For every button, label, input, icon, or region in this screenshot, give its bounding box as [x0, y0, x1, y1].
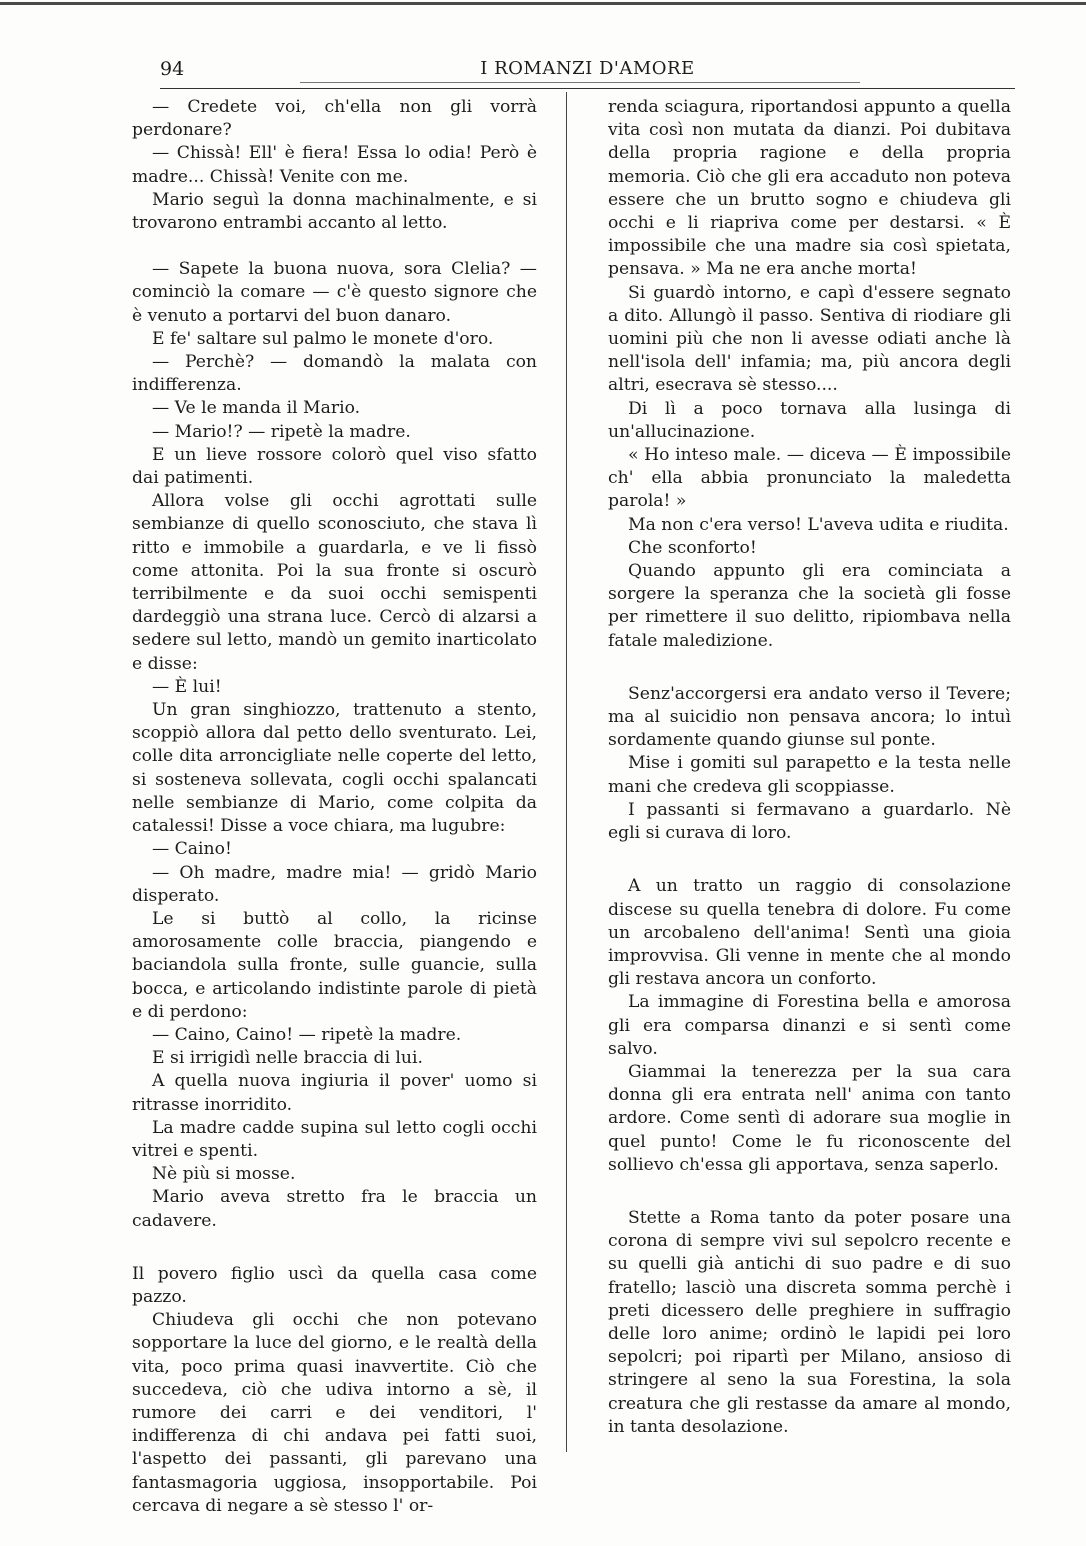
paragraph: — Perchè? — domandò la malata con indifferenza.: [132, 352, 537, 396]
section-break: [132, 1233, 537, 1263]
section-break: [132, 235, 537, 258]
paragraph: — È lui!: [152, 676, 222, 697]
paragraph: — Chissà! Ell' è fiera! Essa lo odia! Però è madre... Chissà! Venite con me.: [132, 143, 537, 187]
paragraph: — Credete voi, ch'ella non gli vorrà perdonare?: [132, 97, 537, 141]
paragraph: La madre cadde supina sul letto cogli occhi vitrei e spenti.: [132, 1117, 537, 1161]
paragraph: — Ve le manda il Mario.: [152, 398, 361, 419]
paragraph: Ma non c'era verso! L'aveva udita e riudita.: [628, 514, 1009, 535]
paragraph: Mario aveva stretto fra le braccia un cadavere.: [132, 1187, 537, 1231]
running-title: I ROMANZI D'AMORE: [480, 58, 695, 79]
right-column: [608, 96, 1011, 1439]
paragraph: E un lieve rossore colorò quel viso sfatto dai patimenti.: [132, 444, 537, 489]
paragraph: Mario seguì la donna machinalmente, e si trovarono entrambi accanto al letto.: [132, 189, 537, 234]
paragraph: E fe' saltare sul palmo le monete d'oro.: [152, 328, 494, 349]
paragraph: — Caino!: [152, 839, 232, 860]
paragraph: — Caino, Caino! — ripetè la madre.: [152, 1024, 462, 1045]
paragraph: Mise i gomiti sul parapetto e la testa nelle mani che credeva gli scoppiasse.: [608, 753, 1011, 797]
paragraph: La immagine di Forestina bella e amorosa gli era comparsa dinanzi e si sentì come salvo.: [608, 992, 1011, 1059]
paragraph: A quella nuova ingiuria il pover' uomo si ritrasse inorridito.: [132, 1071, 537, 1115]
paragraph: « Ho inteso male. — diceva — È impossibile ch' ella abbia pronunciato la maledetta parola! »: [608, 445, 1011, 512]
paragraph: Stette a Roma tanto da poter posare una corona di sempre vivi sul sepolcro recente e su quelli già antichi di suo padre e di suo fratello; lasciò una discreta somma perchè i preti dicessero delle preghiere in suffragio delle loro anime; ordinò le lapidi pei loro sepolcri; poi ripartì per Milano, ansioso di stringere al seno la sua Forestina, la sola creatura che gli restasse da amare al mondo, in tanta desolazione.: [608, 1207, 1011, 1437]
header-rule-short: [300, 82, 860, 83]
paragraph: Allora volse gli occhi agrottati sulle sembianze di quello sconosciuto, che stava lì ritto e immobile a guardarla, e ve li fissò come attonita. Poi la sua fronte si oscurò terribilmente e da suoi occhi semispenti dardeggiò una strana luce. Cercò di alzarsi a sedere sul letto, mandò un gemito inarticolato e disse:: [132, 491, 537, 674]
paragraph: Che sconforto!: [628, 537, 757, 558]
left-column: [132, 96, 537, 1518]
paragraph: Nè più si mosse.: [152, 1164, 296, 1185]
paragraph: Senz'accorgersi era andato verso il Tevere; ma al suicidio non pensava ancora; lo intuì sordamente quando giunse sul ponte.: [608, 683, 1011, 751]
paragraph: Chiudeva gli occhi che non potevano sopportare la luce del giorno, e le realtà della vita, poco prima quasi inavvertite. Ciò che succedeva, ciò che udiva intorno a sè, il rumore dei carri e dei venditori, l' indifferenza di chi andava pei fatti suoi, l'aspetto dei passanti, gli parevano una fantasmagoria uggiosa, insopportabile. Poi cercava di negare a sè stesso l' or-: [132, 1310, 537, 1516]
top-edge-line: [0, 2, 1086, 5]
header-rule: [160, 88, 1015, 89]
paragraph: Il povero figlio uscì da quella casa come pazzo.: [132, 1263, 537, 1307]
paragraph: renda sciagura, riportandosi appunto a quella vita così non mutata da dianzi. Poi dubitava della propria ragione e della propria memoria. Ciò che gli era accaduto non poteva essere che un brutto sogno e chiudeva gli occhi e li riapriva come per destarsi. « È impossibile che una madre sia così spietata, pensava. » Ma ne era anche morta!: [608, 97, 1011, 280]
paragraph: Le si buttò al collo, la ricinse amorosamente colle braccia, piangendo e baciandola sulla fronte, sulle guancie, sulla bocca, e articolando indistinte parole di pietà e di perdono:: [132, 908, 537, 1022]
column-divider: [566, 92, 567, 1452]
paragraph: — Sapete la buona nuova, sora Clelia? — cominciò la comare — c'è questo signore che è venuto a portarvi del buon danaro.: [132, 259, 537, 326]
paragraph: — Mario!? — ripetè la madre.: [152, 421, 411, 442]
paragraph: Si guardò intorno, e capì d'essere segnato a dito. Allungò il passo. Sentiva di riodiare gli uomini più che non li avesse odiati anche là nell'isola dell' infamia; ma, più ancora degli altri, esecrava sè stesso....: [608, 282, 1011, 396]
paragraph: A un tratto un raggio di consolazione discese su quella tenebra di dolore. Fu come un arcobaleno dell'anima! Sentì una gioia improvvisa. Gli venne in mente che al mondo gli restava ancora un conforto.: [608, 876, 1011, 990]
paragraph: E si irrigidì nelle braccia di lui.: [152, 1048, 423, 1069]
paragraph: Di lì a poco tornava alla lusinga di un'allucinazione.: [608, 398, 1011, 442]
page-number: 94: [160, 58, 185, 80]
paragraph: Un gran singhiozzo, trattenuto a stento, scoppiò allora dal petto dello sventurato. Lei, colle dita arroncigliate nelle coperte del letto, si sosteneva sollevata, cogli occhi spalancati nelle sembianze di Mario, come colpita da catalessi! Disse a voce chiara, ma lugubre:: [132, 700, 537, 837]
running-head: [160, 58, 1015, 84]
paragraph: I passanti si fermavano a guardarlo. Nè egli si curava di loro.: [608, 799, 1011, 844]
section-break: [608, 653, 1011, 683]
section-break: [608, 845, 1011, 875]
paragraph: Quando appunto gli era cominciata a sorgere la speranza che la società gli fosse per rimettere il suo delitto, ripiombava nella fatale maledizione.: [608, 561, 1011, 651]
paragraph: — Oh madre, madre mia! — gridò Mario disperato.: [132, 862, 537, 906]
paragraph: Giammai la tenerezza per la sua cara donna gli era entrata nell' anima con tanto ardore. Come sentì di adorare sua moglie in quel punto! Come le fu riconoscente del sollievo ch'essa gli apportava, senza saperlo.: [608, 1061, 1011, 1175]
section-break: [608, 1177, 1011, 1207]
